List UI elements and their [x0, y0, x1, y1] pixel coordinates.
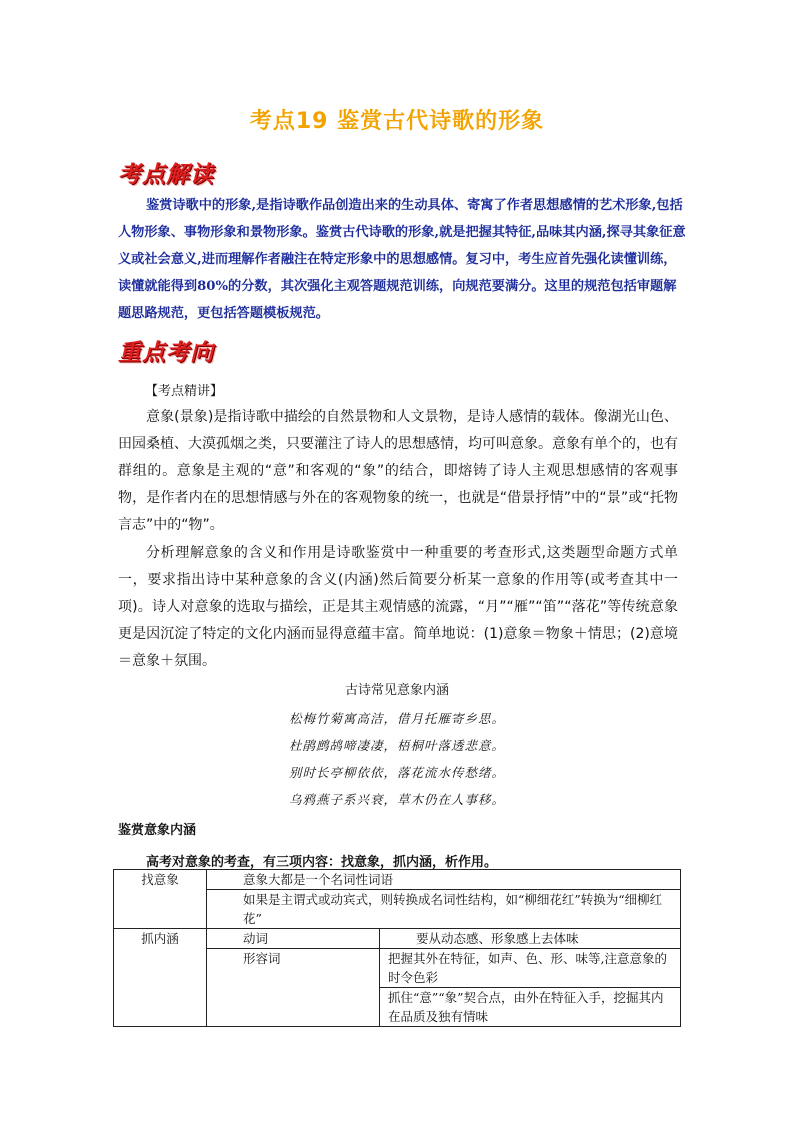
poem-line: 松梅竹菊寓高洁，借月托雁寄乡思。 — [288, 711, 505, 726]
table-cell: 形容词 — [207, 949, 380, 1027]
body-paragraph-2: 分析理解意象的含义和作用是诗歌鉴赏中一种重要的考查形式,这类题型命题方式单一，要求指出诗中某种意象的含义(内涵)然后简要分析某一意象的作用等(或考查其中一项)。诗人对意象的选取与描绘，正是其主观情感的流露，“月”“雁”“笛”“落花”等传统意象更是因沉淀了特定的文化内涵而显得意蕴丰富。简单地说：(1)意象＝物象＋情思；(2)意境＝意象＋氛围。 — [118, 545, 678, 669]
intro-paragraph: 鉴赏诗歌中的形象,是指诗歌作品创造出来的生动具体、寄寓了作者思想感情的艺术形象,包括人物形象、事物形象和景物形象。鉴赏古代诗歌的形象,就是把握其特征,品味其内涵,探寻其象征意义或社会意义,进而理解作者融注在特定形象中的思想感情。复习中，考生应首先强化读懂训练，读懂就能得到80%的分数，其次强化主观答题规范训练，向规范要满分。这里的规范包括审题解题思路规范，更包括答题模板规范。 — [118, 198, 686, 321]
table-cell: 如果是主谓式或动宾式，则转换成名词性结构，如“柳细花红”转换为“细柳红花” — [207, 890, 681, 929]
section-label: 【考点精讲】 — [145, 384, 224, 399]
table-row — [114, 929, 681, 949]
table-cell: 要从动态感、形象感上去体味 — [380, 929, 681, 949]
section-heading-analysis: 考点解读 — [118, 162, 214, 188]
table-row — [114, 870, 681, 890]
poem-line: 杜鹃鹧鸪啼凄凄，梧桐叶落透悲意。 — [288, 738, 505, 753]
section-heading-focus: 重点考向 — [118, 340, 214, 366]
poem-line: 别时长亭柳依依，落花流水传愁绪。 — [288, 765, 505, 780]
body-paragraph-1: 意象(景象)是指诗歌中描绘的自然景物和人文景物，是诗人感情的载体。像湖光山色、田园桑植、大漠孤烟之类，只要灌注了诗人的思想感情，均可叫意象。意象有单个的，也有群组的。意象是主观的“意”和客观的“象”的结合，即熔铸了诗人主观思想感情的客观事物，是作者内在的思想情感与外在的客观物象的统一，也就是“借景抒情”中的“景”或“托物言志”中的“物”。 — [118, 409, 678, 533]
table-cell: 抓住“意”“象”契合点，由外在特征入手，挖掘其内在品质及独有情味 — [380, 988, 681, 1027]
poem-line: 乌鸦燕子系兴衰，草木仍在人事移。 — [288, 792, 505, 807]
poem-title: 古诗常见意象内涵 — [344, 683, 449, 698]
exam-summary: 高考对意象的考查，有三项内容：找意象，抓内涵，析作用。 — [146, 855, 498, 870]
table-cell: 意象大都是一个名词性词语 — [207, 870, 681, 890]
table-cell: 抓内涵 — [114, 929, 207, 1027]
table-cell: 找意象 — [114, 870, 207, 929]
sub-heading: 鉴赏意象内涵 — [118, 823, 197, 838]
page-title: 考点19 鉴赏古代诗歌的形象 — [249, 109, 545, 134]
analysis-table — [113, 869, 681, 1027]
table-cell: 把握其外在特征，如声、色、形、味等,注意意象的时令色彩 — [380, 949, 681, 988]
table-cell: 动词 — [207, 929, 380, 949]
